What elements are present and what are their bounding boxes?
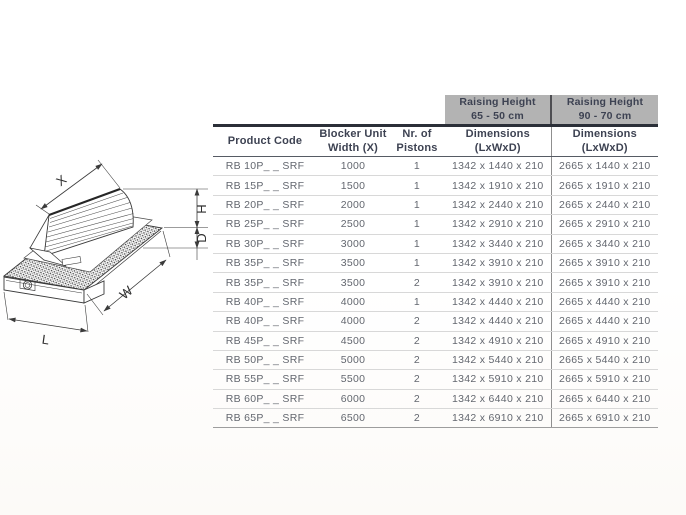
cell-dimensions-90-70: 2665 x 5910 x 210: [551, 370, 658, 389]
cell-product-code: RB 45P_ _ SRF: [213, 331, 317, 350]
table-row: [213, 409, 658, 428]
cell-blocker-unit-width: 5500: [317, 370, 389, 389]
table-row: [213, 312, 658, 331]
cell-product-code: RB 20P_ _ SRF: [213, 195, 317, 214]
cell-dimensions-65-50: 1342 x 1440 x 210: [445, 157, 551, 176]
road-blocker-drawing: [0, 148, 240, 353]
cell-dimensions-90-70: 2665 x 6440 x 210: [551, 389, 658, 408]
group-header-row: [213, 95, 658, 126]
cell-nr-of-pistons: 2: [389, 389, 445, 408]
group-header-range: 65 - 50 cm: [471, 109, 524, 122]
cell-product-code: RB 15P_ _ SRF: [213, 176, 317, 195]
cell-nr-of-pistons: 2: [389, 273, 445, 292]
cell-blocker-unit-width: 3000: [317, 234, 389, 253]
group-header-spacer: [213, 95, 445, 126]
cell-nr-of-pistons: 1: [389, 195, 445, 214]
cell-dimensions-90-70: 2665 x 3440 x 210: [551, 234, 658, 253]
cell-dimensions-90-70: 2665 x 1910 x 210: [551, 176, 658, 195]
spec-table: [213, 95, 658, 428]
cell-dimensions-90-70: 2665 x 4440 x 210: [551, 292, 658, 311]
label-l: L: [41, 331, 51, 348]
column-header-product-code: Product Code: [213, 126, 317, 157]
cell-blocker-unit-width: 3500: [317, 273, 389, 292]
cell-product-code: RB 40P_ _ SRF: [213, 312, 317, 331]
label-w: W: [116, 282, 136, 303]
table-row: [213, 273, 658, 292]
cell-dimensions-65-50: 1342 x 4910 x 210: [445, 331, 551, 350]
cell-blocker-unit-width: 2000: [317, 195, 389, 214]
cell-dimensions-65-50: 1342 x 1910 x 210: [445, 176, 551, 195]
cell-nr-of-pistons: 1: [389, 292, 445, 311]
cell-dimensions-90-70: 2665 x 2910 x 210: [551, 215, 658, 234]
cell-dimensions-65-50: 1342 x 3910 x 210: [445, 273, 551, 292]
cell-nr-of-pistons: 2: [389, 370, 445, 389]
cell-dimensions-65-50: 1342 x 4440 x 210: [445, 312, 551, 331]
cell-product-code: RB 35P_ _ SRF: [213, 273, 317, 292]
cell-nr-of-pistons: 1: [389, 253, 445, 272]
table-row: [213, 195, 658, 214]
road-blocker-isometric-svg: [0, 148, 240, 353]
table-row: [213, 350, 658, 369]
cell-product-code: RB 60P_ _ SRF: [213, 389, 317, 408]
cell-product-code: RB 55P_ _ SRF: [213, 370, 317, 389]
cell-dimensions-65-50: 1342 x 2910 x 210: [445, 215, 551, 234]
spec-table-body: [213, 157, 658, 428]
label-x: X: [53, 171, 70, 190]
cell-product-code: RB 40P_ _ SRF: [213, 292, 317, 311]
spec-table-head: [213, 95, 658, 157]
cell-dimensions-65-50: 1342 x 5910 x 210: [445, 370, 551, 389]
cell-dimensions-90-70: 2665 x 1440 x 210: [551, 157, 658, 176]
table-row: [213, 331, 658, 350]
cell-dimensions-90-70: 2665 x 2440 x 210: [551, 195, 658, 214]
table-row: [213, 253, 658, 272]
cell-nr-of-pistons: 1: [389, 176, 445, 195]
group-header-title: Raising Height: [566, 95, 644, 108]
column-header-row: [213, 126, 658, 157]
table-row: [213, 215, 658, 234]
cell-blocker-unit-width: 3500: [317, 253, 389, 272]
column-header-dimensions-90-70: Dimensions (LxWxD): [551, 126, 658, 157]
cell-dimensions-65-50: 1342 x 5440 x 210: [445, 350, 551, 369]
table-row: [213, 234, 658, 253]
cell-dimensions-90-70: 2665 x 3910 x 210: [551, 253, 658, 272]
cell-blocker-unit-width: 4000: [317, 292, 389, 311]
cell-dimensions-65-50: 1342 x 4440 x 210: [445, 292, 551, 311]
cell-blocker-unit-width: 4500: [317, 331, 389, 350]
cell-dimensions-90-70: 2665 x 6910 x 210: [551, 409, 658, 428]
column-header-nr-of-pistons: Nr. of Pistons: [389, 126, 445, 157]
cell-blocker-unit-width: 2500: [317, 215, 389, 234]
cell-blocker-unit-width: 1500: [317, 176, 389, 195]
cell-blocker-unit-width: 5000: [317, 350, 389, 369]
table-row: [213, 389, 658, 408]
cell-product-code: RB 10P_ _ SRF: [213, 157, 317, 176]
cell-blocker-unit-width: 1000: [317, 157, 389, 176]
column-header-dimensions-65-50: Dimensions (LxWxD): [445, 126, 551, 157]
cell-product-code: RB 30P_ _ SRF: [213, 234, 317, 253]
cell-dimensions-65-50: 1342 x 3440 x 210: [445, 234, 551, 253]
table-row: [213, 370, 658, 389]
cell-nr-of-pistons: 2: [389, 331, 445, 350]
label-h: H: [194, 204, 209, 214]
cell-nr-of-pistons: 1: [389, 157, 445, 176]
table-row: [213, 292, 658, 311]
cell-blocker-unit-width: 6000: [317, 389, 389, 408]
group-header-raising-90-70: [551, 95, 658, 126]
cell-nr-of-pistons: 1: [389, 215, 445, 234]
cell-dimensions-65-50: 1342 x 3910 x 210: [445, 253, 551, 272]
cell-product-code: RB 35P_ _ SRF: [213, 253, 317, 272]
cell-product-code: RB 25P_ _ SRF: [213, 215, 317, 234]
cell-nr-of-pistons: 2: [389, 312, 445, 331]
cell-product-code: RB 65P_ _ SRF: [213, 409, 317, 428]
cell-dimensions-90-70: 2665 x 4910 x 210: [551, 331, 658, 350]
group-header-range: 90 - 70 cm: [578, 109, 632, 122]
group-header-raising-65-50: [445, 95, 551, 126]
cell-product-code: RB 50P_ _ SRF: [213, 350, 317, 369]
label-d: D: [194, 233, 209, 243]
cell-dimensions-90-70: 2665 x 4440 x 210: [551, 312, 658, 331]
cell-nr-of-pistons: 2: [389, 409, 445, 428]
cell-blocker-unit-width: 4000: [317, 312, 389, 331]
cell-dimensions-65-50: 1342 x 6440 x 210: [445, 389, 551, 408]
cell-dimensions-65-50: 1342 x 6910 x 210: [445, 409, 551, 428]
cell-nr-of-pistons: 1: [389, 234, 445, 253]
cell-blocker-unit-width: 6500: [317, 409, 389, 428]
group-header-title: Raising Height: [459, 95, 536, 108]
cell-dimensions-90-70: 2665 x 5440 x 210: [551, 350, 658, 369]
cell-dimensions-90-70: 2665 x 3910 x 210: [551, 273, 658, 292]
cell-dimensions-65-50: 1342 x 2440 x 210: [445, 195, 551, 214]
table-row: [213, 157, 658, 176]
table-row: [213, 176, 658, 195]
cell-nr-of-pistons: 2: [389, 350, 445, 369]
column-header-blocker-unit-width: Blocker Unit Width (X): [317, 126, 389, 157]
